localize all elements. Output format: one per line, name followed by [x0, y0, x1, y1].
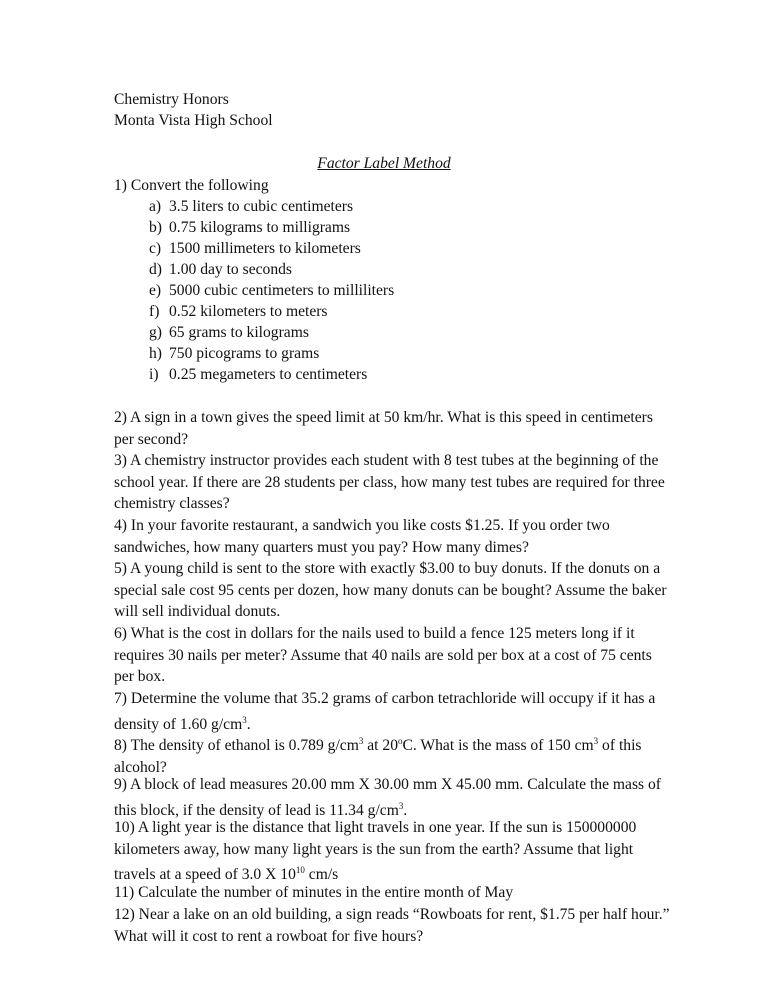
list-item: [149, 196, 353, 217]
question-10: [114, 817, 674, 886]
list-item-text: 1500 millimeters to kilometers: [169, 240, 361, 257]
superscript: o: [398, 736, 403, 746]
list-item-label: f): [149, 303, 160, 320]
question-2: 2) A sign in a town gives the speed limit at 50 km/hr. What is this speed in centimeters per second?: [114, 409, 653, 448]
list-item-text: 3.5 liters to cubic centimeters: [169, 198, 354, 215]
list-item-text: 0.75 kilograms to milligrams: [169, 219, 351, 236]
list-item: [149, 364, 367, 385]
list-item-text: 0.52 kilometers to meters: [169, 303, 328, 320]
list-item-text: 0.25 megameters to centimeters: [169, 366, 368, 383]
list-item-label: a): [149, 198, 162, 215]
question-8-part-d: of this alcohol?: [114, 737, 646, 776]
question-8-part-c: C. What is the mass of 150 cm: [402, 737, 594, 755]
question-10-text: 10) A light year is the distance that light travels in one year. If the sun is 150000000 kilometers away, how many light years is the sun from the earth? Assume that light travels at a speed of 3.0 X 10: [114, 819, 641, 884]
superscript: 10: [295, 865, 305, 876]
list-item: [149, 217, 350, 238]
question-8-part-a: 8) The density of ethanol is 0.789 g/cm: [114, 737, 359, 755]
list-item: [149, 322, 309, 343]
question-10-end: cm/s: [304, 866, 339, 884]
question-7-end: .: [246, 715, 251, 733]
question-9-text: 9) A block of lead measures 20.00 mm X 30.00 mm X 45.00 mm. Calculate the mass of this block, if the density of lead is 11.34 g/cm: [114, 776, 665, 819]
superscript: 3: [242, 714, 247, 725]
question-8-part-b: at 20: [363, 737, 398, 755]
superscript: 3: [398, 800, 404, 811]
list-item-label: e): [149, 282, 162, 299]
worksheet-title: Factor Label Method: [317, 155, 451, 172]
list-item-label: d): [149, 261, 162, 278]
question-11: 11) Calculate the number of minutes in the entire month of May: [114, 884, 514, 901]
list-item: [149, 280, 394, 301]
question-12: 12) Near a lake on an old building, a sign reads “Rowboats for rent, $1.75 per half hour.” What will it cost to rent a rowboat for five hours?: [114, 906, 670, 945]
list-item-text: 5000 cubic centimeters to milliliters: [169, 282, 395, 299]
school-name: Monta Vista High School: [114, 112, 273, 129]
question-3: 3) A chemistry instructor provides each student with 8 test tubes at the beginning of the school year. If there are 28 students per class, how many test tubes are required for three chemistry classes?: [114, 452, 665, 513]
list-item-label: c): [149, 240, 162, 257]
list-item-text: 1.00 day to seconds: [169, 261, 292, 278]
question-4: 4) In your favorite restaurant, a sandwich you like costs $1.25. If you order two sandwiches, how many quarters must you pay? How many dimes?: [114, 517, 610, 556]
list-item: [149, 259, 292, 280]
superscript: 3: [593, 736, 599, 746]
question-8: [114, 731, 674, 778]
superscript: 3: [358, 736, 364, 746]
list-item-label: b): [149, 219, 162, 236]
question-7: [114, 688, 674, 735]
question-1-prompt: 1) Convert the following: [114, 177, 269, 194]
question-9-end: .: [403, 801, 408, 819]
course-name: Chemistry Honors: [114, 91, 229, 108]
list-item-label: i): [149, 366, 159, 383]
question-9: [114, 774, 674, 821]
question-7-text: 7) Determine the volume that 35.2 grams of carbon tetrachloride will occupy if it has a density of 1.60 g/cm: [114, 690, 660, 733]
list-item: [149, 238, 361, 259]
list-item: [149, 301, 328, 322]
list-item-label: h): [149, 345, 162, 362]
list-item-label: g): [149, 324, 162, 341]
question-6: 6) What is the cost in dollars for the nails used to build a fence 125 meters long if it requires 30 nails per meter? Assume that 40 nails are sold per box at a cost of 75 cents per box.: [114, 625, 652, 686]
list-item-text: 65 grams to kilograms: [169, 324, 309, 341]
list-item-text: 750 picograms to grams: [169, 345, 320, 362]
question-5: 5) A young child is sent to the store with exactly $3.00 to buy donuts. If the donuts on a special sale cost 95 cents per dozen, how many donuts can be bought? Assume the baker will sell individual donuts.: [114, 560, 667, 621]
list-item: [149, 343, 319, 364]
